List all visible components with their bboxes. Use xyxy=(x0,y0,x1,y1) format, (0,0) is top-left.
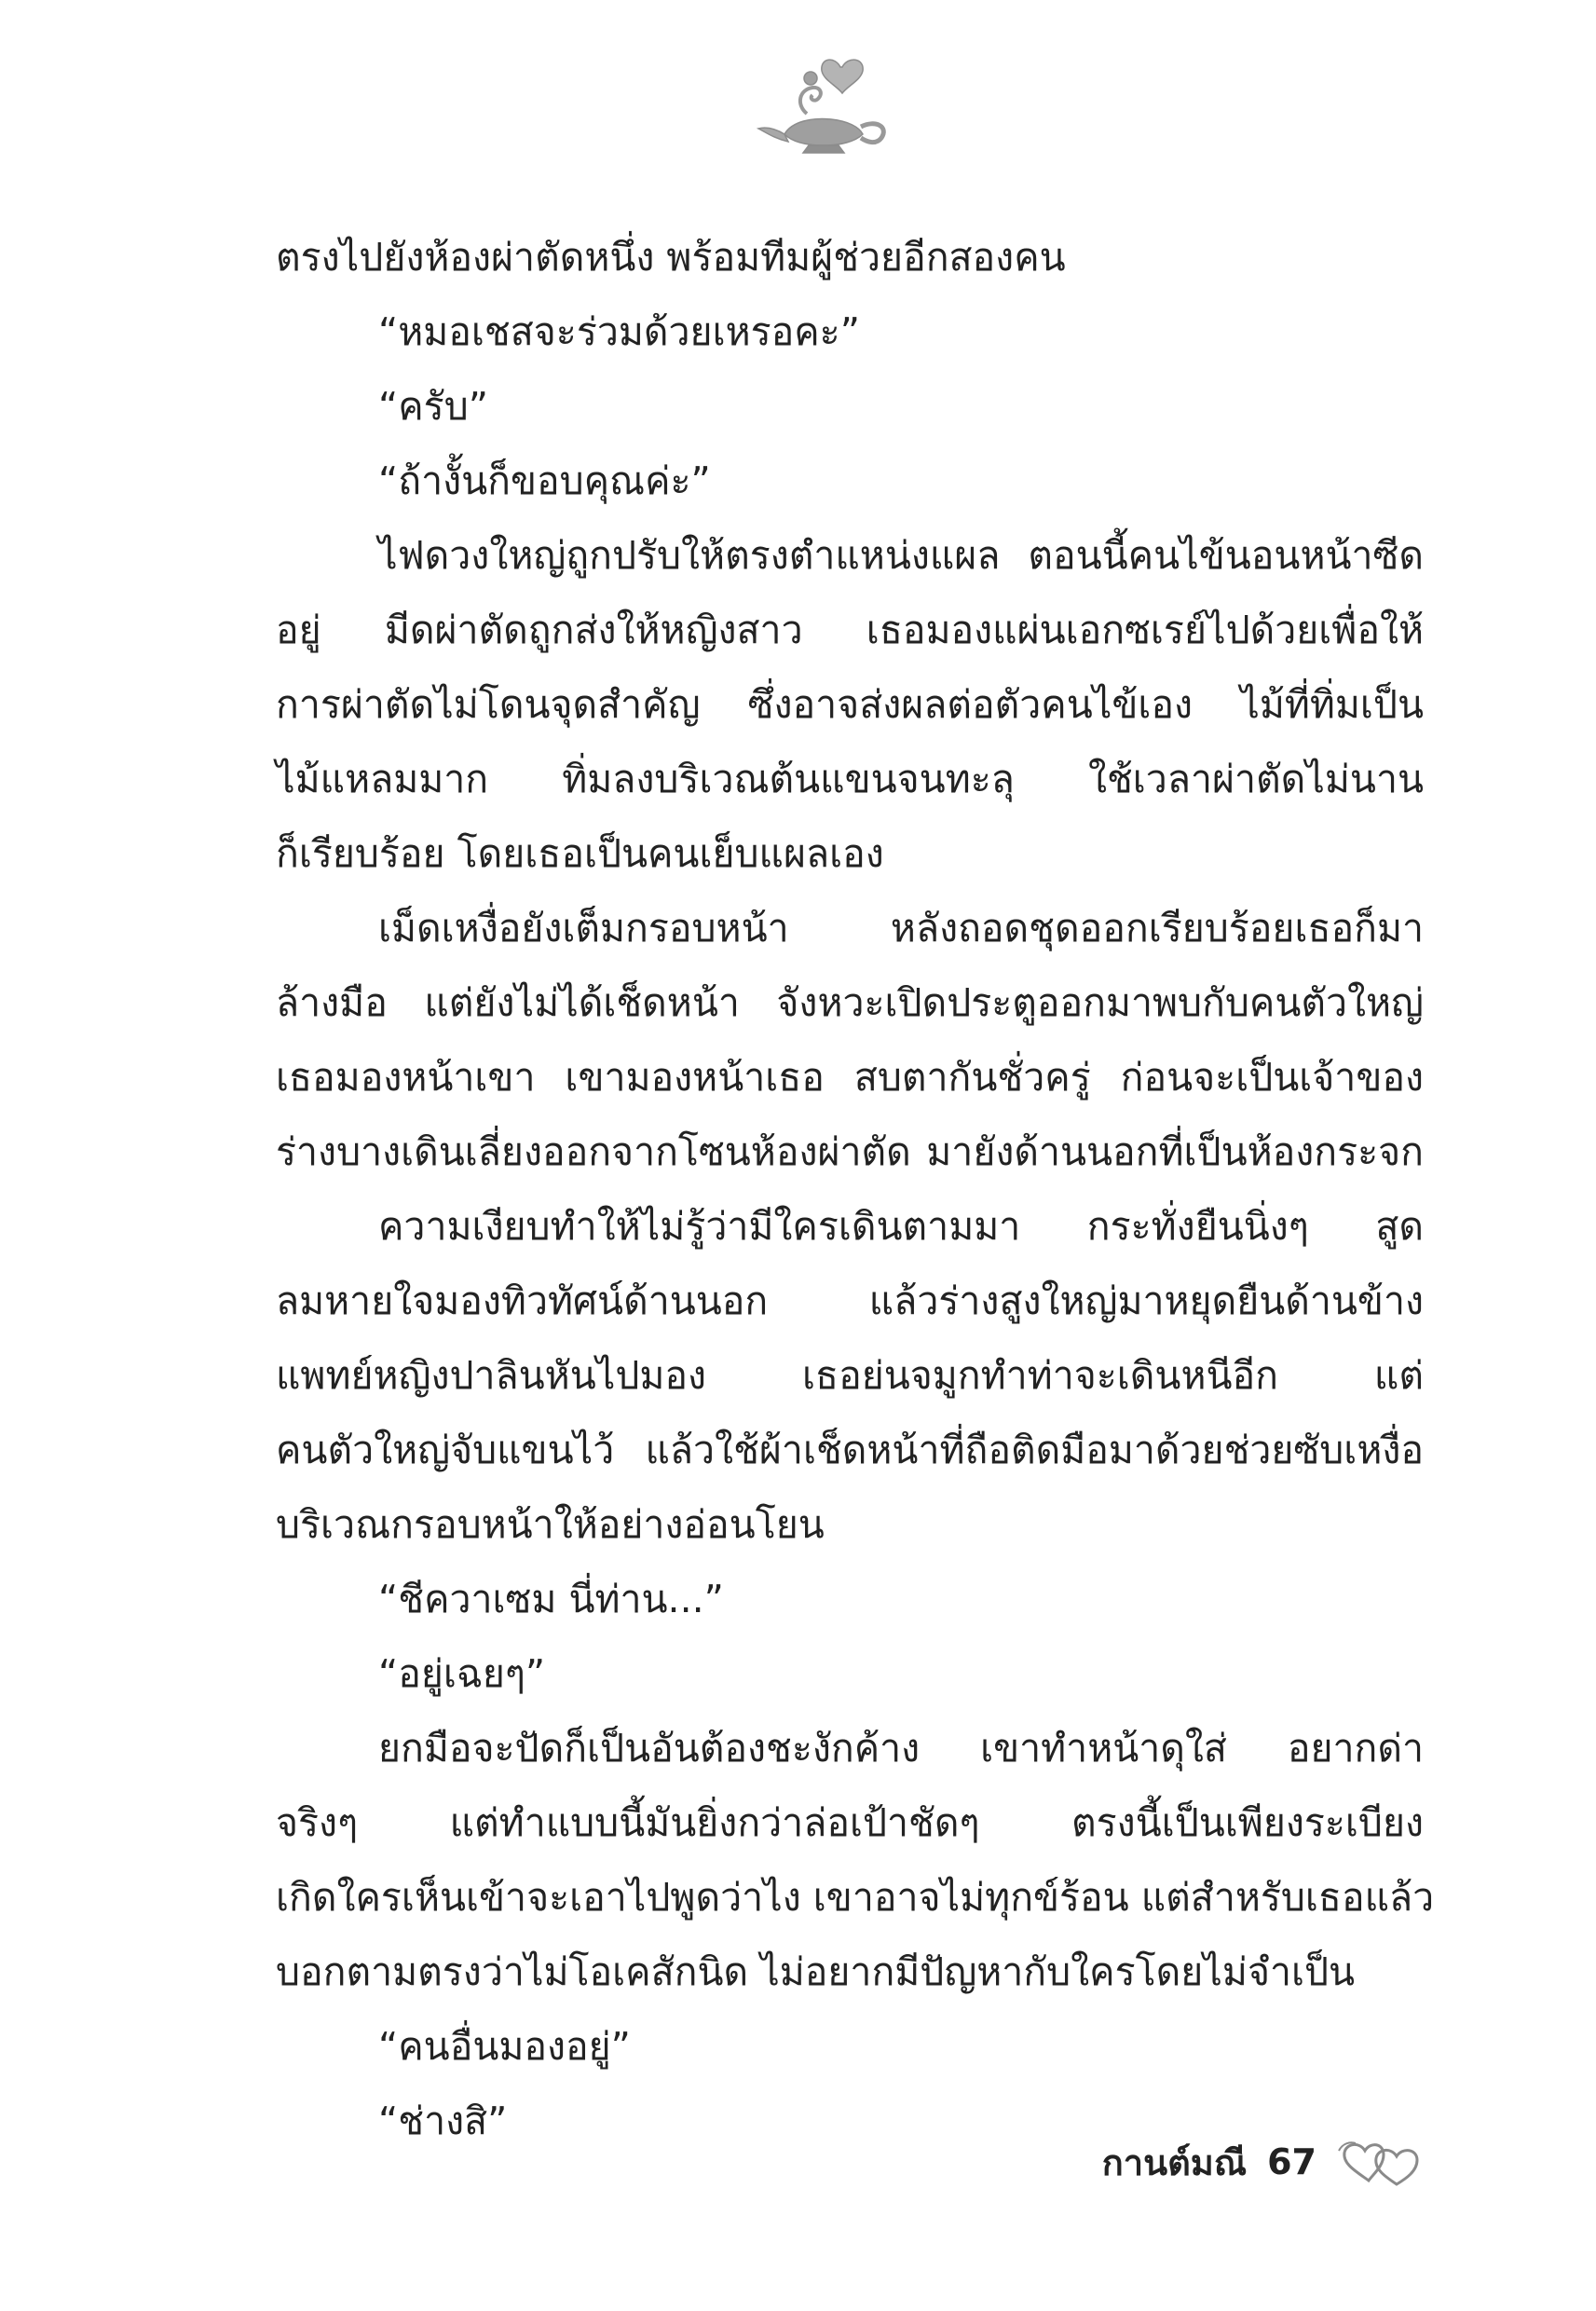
paragraph-first-line: ยกมือจะปัดก็เป็นอันต้องชะงักค้าง เขาทำหน้าดุใส่ อยากด่า xyxy=(378,1726,1424,1771)
book-title: กานต์มณี xyxy=(1101,2141,1248,2183)
dialog-line: “คนอื่นมองอยู่” xyxy=(378,2024,631,2069)
genie-lamp-heart-icon xyxy=(751,48,900,160)
dialog-line: “ถ้างั้นก็ขอบคุณค่ะ” xyxy=(378,458,711,503)
text-line: เกิดใครเห็นเข้าจะเอาไปพูดว่าไง เขาอาจไม่ทุกข์ร้อน แต่สำหรับเธอแล้ว xyxy=(276,1875,1435,1920)
text-line: จริงๆ แต่ทำแบบนี้มันยิ่งกว่าล่อเป้าชัดๆ ตรงนี้เป็นเพียงระเบียง xyxy=(276,1800,1424,1845)
text-line: ลมหายใจมองทิวทัศน์ด้านนอก แล้วร่างสูงใหญ่มาหยุดยืนด้านข้าง xyxy=(276,1279,1424,1323)
page-footer xyxy=(1102,2134,1428,2190)
text-line: เธอมองหน้าเขา เขามองหน้าเธอ สบตากันชั่วครู่ ก่อนจะเป็นเจ้าของ xyxy=(276,1055,1424,1100)
text-line: ไม้แหลมมาก ทิ่มลงบริเวณต้นแขนจนทะลุ ใช้เวลาผ่าตัดไม่นาน xyxy=(276,757,1424,801)
dialog-line: “ช่างสิ” xyxy=(378,2099,508,2143)
dialog-line: “ชีควาเซม นี่ท่าน...” xyxy=(378,1577,724,1621)
dialog-line: “ครับ” xyxy=(378,384,488,429)
text-line: ก็เรียบร้อย โดยเธอเป็นคนเย็บแผลเอง xyxy=(276,831,884,876)
page-number: 67 xyxy=(1267,2141,1316,2182)
paragraph-first-line: เม็ดเหงื่อยังเต็มกรอบหน้า หลังถอดชุดออกเรียบร้อยเธอก็มา xyxy=(378,906,1424,950)
text-line: คนตัวใหญ่จับแขนไว้ แล้วใช้ผ้าเช็ดหน้าที่ถือติดมือมาด้วยช่วยซับเหงื่อ xyxy=(276,1428,1424,1472)
paragraph-first-line: ความเงียบทำให้ไม่รู้ว่ามีใครเดินตามมา กระทั่งยืนนิ่งๆ สูด xyxy=(378,1204,1424,1249)
dialog-line: “หมอเชสจะร่วมด้วยเหรอคะ” xyxy=(378,309,860,354)
text-line: แพทย์หญิงปาลินหันไปมอง เธอย่นจมูกทำท่าจะเดินหนีอีก แต่ xyxy=(276,1353,1424,1398)
text-line: บริเวณกรอบหน้าให้อย่างอ่อนโยน xyxy=(276,1502,825,1547)
text-line: อยู่ มีดผ่าตัดถูกส่งให้หญิงสาว เธอมองแผ่นเอกซเรย์ไปด้วยเพื่อให้ xyxy=(276,608,1424,652)
text-line: ตรงไปยังห้องผ่าตัดหนึ่ง พร้อมทีมผู้ช่วยอีกสองคน xyxy=(276,235,1066,280)
dialog-line: “อยู่เฉยๆ” xyxy=(378,1651,546,1696)
text-line: การผ่าตัดไม่โดนจุดสำคัญ ซึ่งอาจส่งผลต่อตัวคนไข้เอง ไม้ที่ทิ่มเป็น xyxy=(276,682,1424,727)
paragraph-first-line: ไฟดวงใหญ่ถูกปรับให้ตรงตำแหน่งแผล ตอนนี้คนไข้นอนหน้าซีด xyxy=(378,533,1424,578)
double-heart-outline-icon xyxy=(1337,2134,1428,2190)
body-text xyxy=(276,220,1435,2158)
text-line: ร่างบางเดินเลี่ยงออกจากโซนห้องผ่าตัด มายังด้านนอกที่เป็นห้องกระจก xyxy=(276,1129,1424,1174)
text-line: บอกตามตรงว่าไม่โอเคสักนิด ไม่อยากมีปัญหากับใครโดยไม่จำเป็น xyxy=(276,1949,1356,1994)
text-line: ล้างมือ แต่ยังไม่ได้เช็ดหน้า จังหวะเปิดประตูออกมาพบกับคนตัวใหญ่ xyxy=(276,980,1424,1025)
